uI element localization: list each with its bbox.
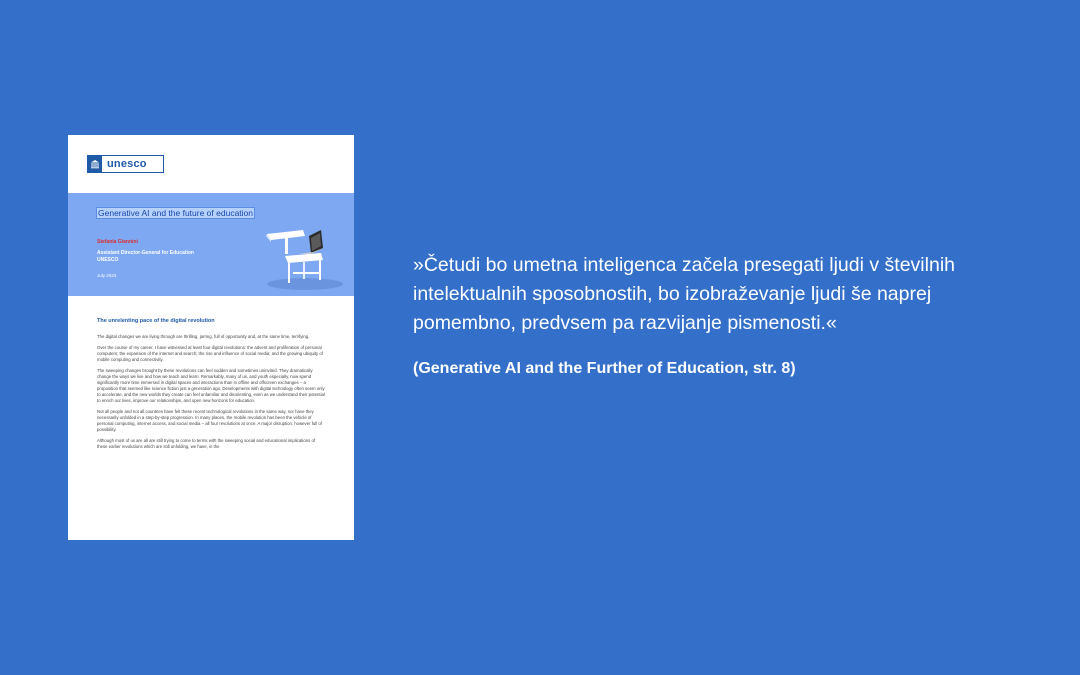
section-title: The unrelenting pace of the digital revolution — [97, 318, 215, 324]
document-banner — [68, 193, 354, 296]
quote-text: »Četudi bo umetna inteligenca začela presegati ljudi v številnih intelektualnih sposobnostih, bo izobraževanje ljudi še naprej pomembno, predvsem pa razvijanje pismenosti.« — [413, 254, 955, 334]
body-paragraph: Not all people and not all countries have felt these recent technological revolutions in the same way, nor have they necessarily unfolded in a step-by-step progression. In many places, the mobile revolution has been the vehicle of personal computing, internet access, and social media – all four revolutions at once. A major disruption, however full of possibility. — [97, 409, 322, 432]
author-role-line1: Assistant Director-General for Education — [97, 250, 194, 256]
desk-laptop-illustration — [263, 228, 343, 292]
body-paragraph: Although most of us are all are still trying to come to terms with the sweeping social and educational implications of these earlier revolutions which are still unfolding, we have, in the — [97, 438, 316, 449]
document-date: July 2023 — [97, 273, 117, 278]
document-body — [97, 334, 325, 455]
logo-text: unesco — [107, 158, 147, 170]
unesco-logo — [87, 155, 164, 173]
body-paragraph: The sweeping changes brought by these revolutions can feel sudden and sometimes uninvited. They dramatically change the ways we live and how we teach and learn. Remarkably, many of us, and youth especially, now spend significantly more time immersed in digital spaces and interactions than in offline and offscreen exchanges – a proposition that seemed like science fiction just a generation ago. Developments with digital technology often seem only to accelerate, and the new worlds they create can feel unfamiliar and disorienting, even as we understand their potential to enrich our lives, improve our relationships, and open new horizons for education. — [97, 368, 325, 403]
temple-icon — [88, 156, 102, 172]
author-name: Stefania Giannini — [97, 239, 138, 245]
document-preview — [68, 135, 354, 540]
quote-source: (Generative AI and the Further of Education, str. 8) — [413, 360, 796, 377]
body-paragraph: The digital changes we are living through are thrilling, jarring, full of opportunity and, at the same time, terrifying. — [97, 334, 310, 339]
author-role-line2: UNESCO — [97, 257, 119, 263]
document-header — [68, 135, 354, 195]
author-role — [97, 250, 194, 264]
body-paragraph: Over the course of my career, I have witnessed at least four digital revolutions: the advent and proliferation of personal computers; the expansion of the internet and search; the rise and influence of social media; and the growing ubiquity of mobile computing and connectivity. — [97, 345, 323, 362]
document-title: Generative AI and the future of education — [98, 208, 253, 218]
